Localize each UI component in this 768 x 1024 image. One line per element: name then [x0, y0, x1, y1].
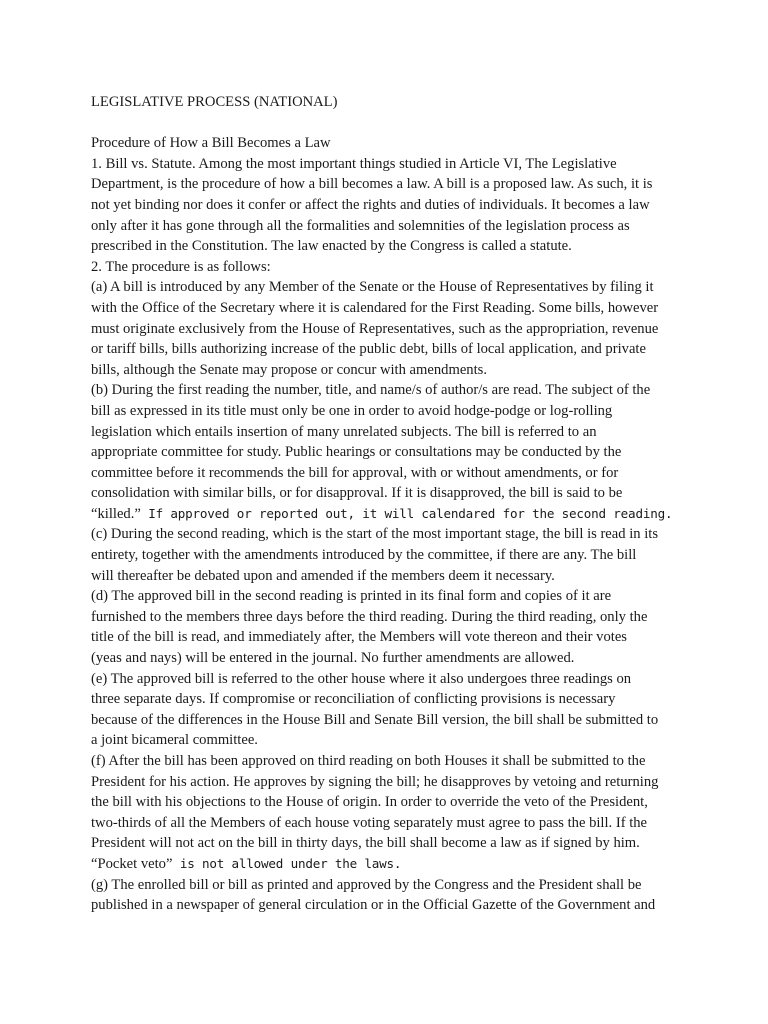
quoted-term: “killed.”	[91, 505, 141, 522]
paragraph-line: appropriate committee for study. Public hearings or consultations may be conducted by the	[91, 444, 622, 461]
paragraph-line: (yeas and nays) will be entered in the journal. No further amendments are allowed.	[91, 650, 575, 667]
document-title: LEGISLATIVE PROCESS (NATIONAL)	[91, 94, 338, 110]
paragraph-line: bills, although the Senate may propose or concur with amendments.	[91, 361, 487, 378]
alt-font-text: is not allowed under the laws.	[172, 855, 402, 871]
paragraph-line: bill as expressed in its title must only be one in order to avoid hodge-podge or log-rolling	[91, 402, 613, 419]
paragraph-line: (g) The enrolled bill or bill as printed and approved by the Congress and the President shall be	[91, 876, 642, 893]
paragraph-line: 1. Bill vs. Statute. Among the most important things studied in Article VI, The Legislative	[91, 155, 617, 172]
blank-line	[91, 113, 711, 134]
paragraph-line: prescribed in the Constitution. The law enacted by the Congress is called a statute.	[91, 238, 572, 255]
paragraph-line: Department, is the procedure of how a bill becomes a law. A bill is a proposed law. As such, it is	[91, 176, 653, 193]
paragraph-line: furnished to the members three days before the third reading. During the third reading, only the	[91, 608, 648, 625]
document-page	[91, 92, 711, 916]
quoted-term: “Pocket veto”	[91, 855, 173, 872]
paragraph-line: a joint bicameral committee.	[91, 732, 258, 749]
alt-font-text: If approved or reported out, it will calendared for the second reading.	[140, 505, 673, 521]
section-heading: Procedure of How a Bill Becomes a Law	[91, 135, 331, 152]
paragraph-line: (f) After the bill has been approved on third reading on both Houses it shall be submitted to the	[91, 753, 646, 769]
paragraph-line: entirety, together with the amendments introduced by the committee, if there are any. The bill	[91, 547, 637, 564]
paragraph-line: (d) The approved bill in the second reading is printed in its final form and copies of it are	[91, 588, 612, 605]
paragraph-line: two-thirds of all the Members of each house voting separately must agree to pass the bill. If the	[91, 814, 648, 831]
paragraph-line: or tariff bills, bills authorizing increase of the public debt, bills of local application, and private	[91, 341, 646, 358]
paragraph-line: with the Office of the Secretary where it is calendared for the First Reading. Some bills, however	[91, 299, 659, 316]
paragraph-line: legislation which entails insertion of many unrelated subjects. The bill is referred to an	[91, 423, 597, 440]
paragraph-line: not yet binding nor does it confer or affect the rights and duties of individuals. It becomes a law	[91, 196, 650, 213]
paragraph-line: President for his action. He approves by signing the bill; he disapproves by vetoing and returning	[91, 773, 659, 790]
paragraph-line: because of the differences in the House Bill and Senate Bill version, the bill shall be submitted to	[91, 711, 659, 728]
paragraph-line-mixed	[91, 504, 711, 525]
paragraph-line: title of the bill is read, and immediately after, the Members will vote thereon and their votes	[91, 629, 627, 646]
paragraph-line: (a) A bill is introduced by any Member of the Senate or the House of Representatives by filing it	[91, 279, 654, 296]
paragraph-line: committee before it recommends the bill for approval, with or without amendments, or for	[91, 464, 619, 481]
paragraph-line: consolidation with similar bills, or for disapproval. If it is disapproved, the bill is said to be	[91, 485, 623, 502]
paragraph-line: only after it has gone through all the formalities and solemnities of the legislation process as	[91, 217, 630, 234]
paragraph-line: will thereafter be debated upon and amended if the members deem it necessary.	[91, 567, 555, 584]
paragraph-line: the bill with his objections to the House of origin. In order to override the veto of the President,	[91, 794, 648, 811]
paragraph-line: must originate exclusively from the House of Representatives, such as the appropriation, revenue	[91, 320, 659, 337]
paragraph-line: (c) During the second reading, which is the start of the most important stage, the bill is read in its	[91, 526, 658, 543]
paragraph-line: 2. The procedure is as follows:	[91, 258, 271, 275]
paragraph-line: published in a newspaper of general circulation or in the Official Gazette of the Government and	[91, 897, 656, 914]
paragraph-line: (e) The approved bill is referred to the other house where it also undergoes three readings on	[91, 670, 632, 687]
paragraph-line: (b) During the first reading the number, title, and name/s of author/s are read. The subject of the	[91, 382, 651, 399]
paragraph-line: President will not act on the bill in thirty days, the bill shall become a law as if signed by him.	[91, 835, 640, 852]
paragraph-line-mixed	[91, 854, 711, 875]
paragraph-line: three separate days. If compromise or reconciliation of conflicting provisions is necessary	[91, 691, 616, 708]
